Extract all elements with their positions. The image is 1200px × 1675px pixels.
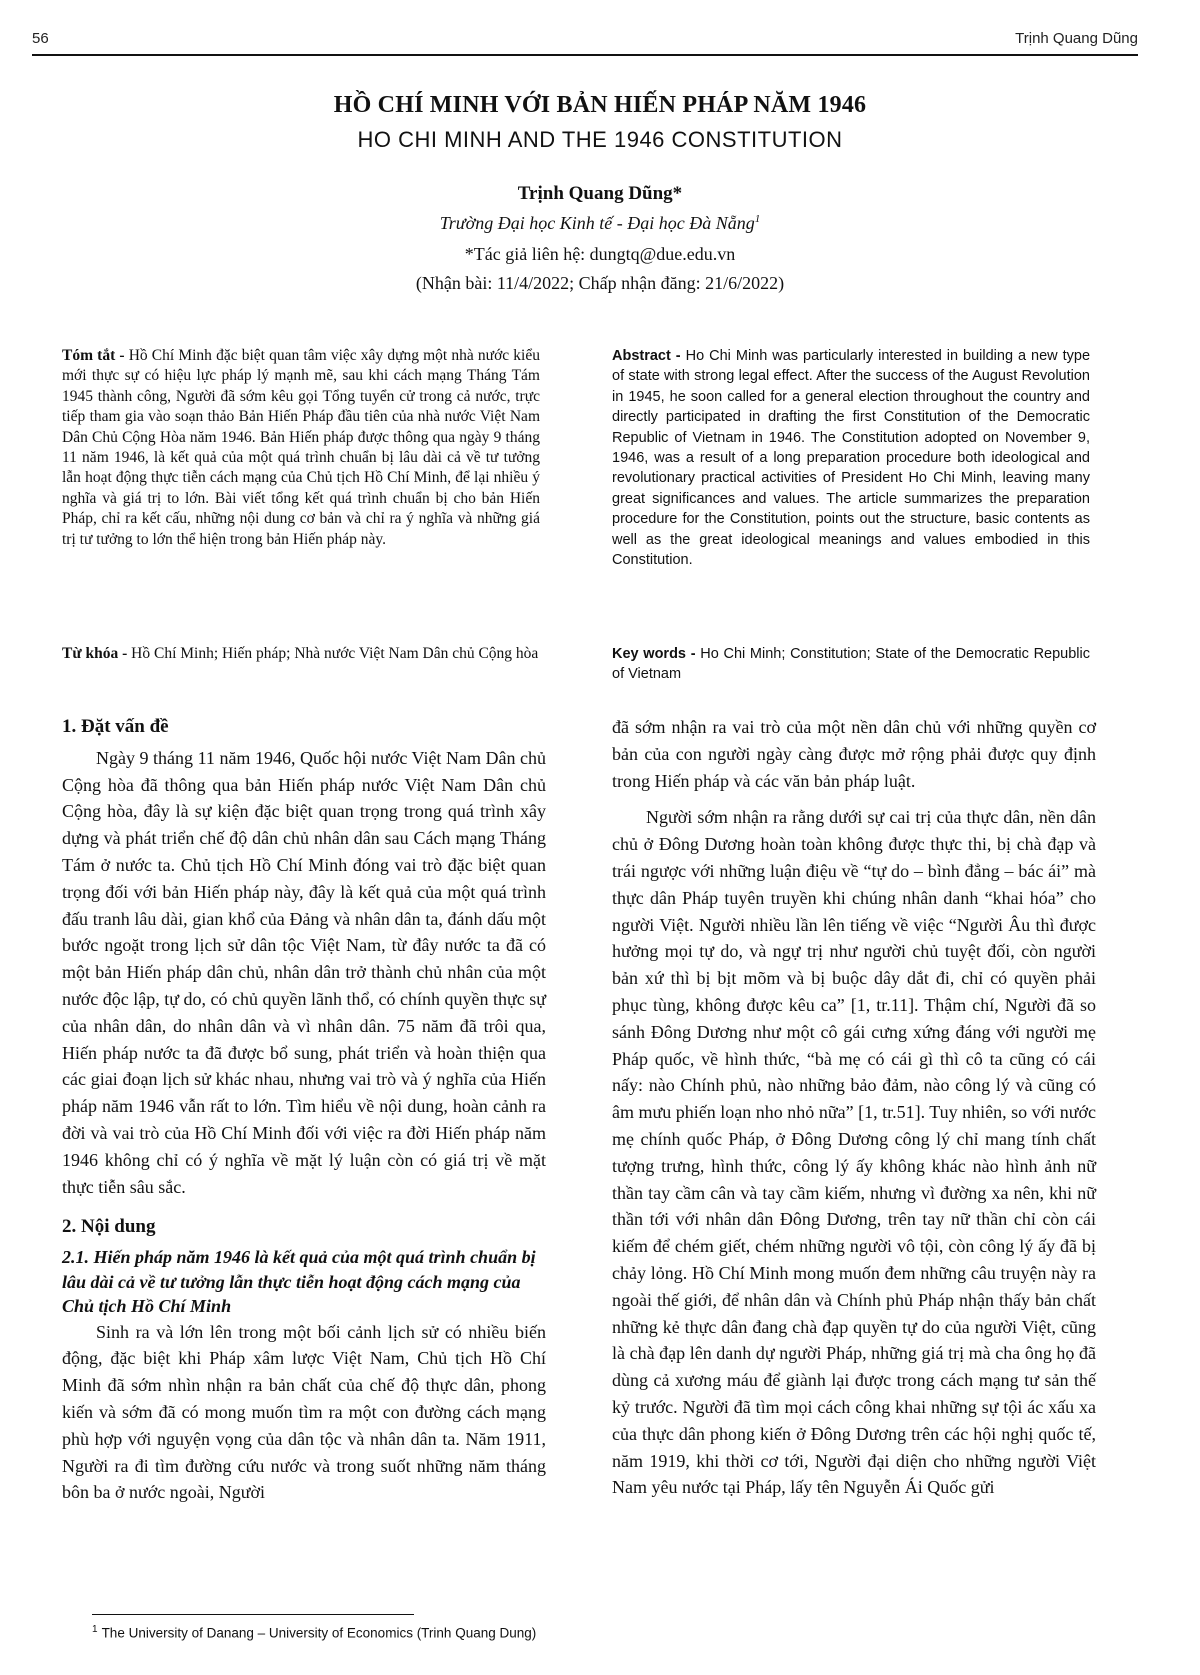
title-block [0,92,1200,294]
keywords-en-text: Ho Chi Minh; Constitution; State of the Democratic Republic of Vietnam [612,646,1091,683]
running-header [32,30,1138,54]
keywords-vi-text: Hồ Chí Minh; Hiến pháp; Nhà nước Việt Nam Dân chủ Cộng hòa [131,645,539,662]
author-name: Trịnh Quang Dũng* [517,183,683,204]
author-contact: *Tác giả liên hệ: dungtq@due.edu.vn [464,244,736,264]
footnote-mark: 1 [92,1624,98,1635]
subsection-heading-2-1: 2.1. Hiến pháp năm 1946 là kết quả của một quá trình chuẩn bị lâu dài cả về tư tưởng lẫn thực tiễn hoạt động cách mạng của Chủ tịch Hồ Chí Minh [62,1247,536,1317]
body-paragraph: đã sớm nhận ra vai trò của một nền dân chủ với những quyền cơ bản của con người ngày càng được mở rộng phải được quy định trong Hiến pháp và các văn bản pháp luật. [612,717,1096,791]
abstract-vi-label: Tóm tắt - [62,347,125,364]
keywords-vietnamese [62,644,540,664]
body-paragraph: Người sớm nhận ra rằng dưới sự cai trị của thực dân, nền dân chủ ở Đông Dương hoàn toàn không được thực thi, bị chà đạp và trái ngược với những luận điệu về “tự do – bình đẳng – bác ái” mà thực dân Pháp tuyên truyền khi chúng nhân danh “khai hóa” cho người Việt. Người nhiều lần lên tiếng về việc “Người Âu thì được hưởng mọi tự do, và ngự trị như người chủ tuyệt đối, còn người bản xứ thì bị bịt mõm và bị buộc dây dắt đi, chỉ có quyền phải phục tùng, không được kêu ca” [1, tr.11]. Thậm chí, Người đã so sánh Đông Dương như một cô gái cưng xứng đáng với người mẹ Pháp quốc, về hình thức, “bà mẹ có cái gì thì cô ta cũng có cái nấy: nào Chính phủ, nào những bảo đảm, nào công lý và cũng có âm mưu phiến loạn nho nhỏ nữa” [1, tr.51]. Tuy nhiên, so với nước mẹ chính quốc Pháp, ở Đông Dương công lý chỉ mang tính chất tượng trưng, hình thức, công lý ấy không khác nào hình ảnh nữ thần tay cầm cân và tay cầm kiếm, nhưng vì đường xa nên, khi nữ thần tới với nhân dân Đông Dương, trên tay nữ thần chỉ còn cái kiếm để chém giết, chém những người vô tội, còn công lý ấy đã bị chảy lỏng. Hồ Chí Minh mong muốn đem những câu truyện này ra ngoài thế giới, để nhân dân và Chính phủ Pháp nhận thấy bản chất những kẻ thực dân đang chà đạp quyền tự do của người Việt, cũng là chà đạp lên danh dự người Pháp, những giá trị mà cha ông họ đã dùng cả xương máu để giành lại được trong cách mạng tư sản thế kỷ trước. Người đã tìm mọi cách công khai những sự tội ác xấu xa của thực dân phong kiến ở Đông Dương trên các hội nghị quốc tế, năm 1919, khi thời cơ tới, Người đại diện cho những người Việt Nam yêu nước tại Pháp, lấy tên Nguyễn Ái Quốc gửi [612,807,1096,1498]
title-english: HO CHI MINH AND THE 1946 CONSTITUTION [357,127,843,152]
author-affiliation [0,213,1200,234]
body-paragraph: Sinh ra và lớn lên trong một bối cảnh lịch sử có nhiều biến động, đặc biệt khi Pháp xâm lược Việt Nam, Chủ tịch Hồ Chí Minh đã sớm nhìn nhận ra bản chất của chế độ thực dân, phong kiến và sớm đã có mong muốn tìm ra một con đường cách mạng phù hợp với nguyện vọng của dân tộc và nhân dân ta. Năm 1911, Người ra đi tìm đường cứu nước và trong suốt những năm tháng bôn ba ở nước ngoài, Người [62,1321,546,1503]
submission-dates: (Nhận bài: 11/4/2022; Chấp nhận đăng: 21/6/2022) [415,273,785,293]
footnote-text: The University of Danang – University of Economics (Trinh Quang Dung) [101,1625,537,1641]
title-vietnamese: HỒ CHÍ MINH VỚI BẢN HIẾN PHÁP NĂM 1946 [333,92,867,118]
abstract-en-label: Abstract - [612,348,681,364]
footnote-rule [92,1614,414,1615]
keywords-english [612,644,1090,685]
abstract-vi-text: Hồ Chí Minh đặc biệt quan tâm việc xây dựng một nhà nước kiểu mới thực sự có hiệu lực pháp lý mạnh mẽ, sau khi cách mạng Tháng Tám 1945 thành công, Người đã sớm kêu gọi Tổng tuyển cử trong cả nước, trực tiếp tham gia vào soạn thảo Bản Hiến Pháp đầu tiên của nhà nước Việt Nam Dân Chủ Cộng Hòa năm 1946. Bản Hiến pháp được thông qua ngày 9 tháng 11 năm 1946, là kết quả của một quá trình chuẩn bị lâu dài cả về tư tưởng lẫn hoạt động thực tiễn cách mạng của Chủ tịch Hồ Chí Minh, để lại nhiều ý nghĩa và giá trị to lớn. Bài viết tổng kết quá trình chuẩn bị cho bản Hiến Pháp, chỉ ra kết cấu, những nội dung cơ bản và chỉ ra ý nghĩa và những giá trị tư tưởng to lớn thể hiện trong bản Hiến pháp này. [62,347,540,548]
section-heading-2: 2. Nội dung [62,1216,156,1238]
body-paragraph: Ngày 9 tháng 11 năm 1946, Quốc hội nước Việt Nam Dân chủ Cộng hòa đã thông qua bản Hiến pháp nước Việt Nam Dân chủ Cộng hòa, đây là sự kiện đặc biệt quan trọng trong quá trình xây dựng và phát triển chế độ dân chủ nhân dân sau Cách mạng Tháng Tám ở nước ta. Chủ tịch Hồ Chí Minh đóng vai trò đặc biệt quan trọng đối với bản Hiến pháp này, đây là kết quả của một quá trình đấu tranh lâu dài, gian khổ của Đảng và nhân dân ta, đánh dấu một bước ngoặt trong lịch sử dân tộc Việt Nam, từ đây nước ta đã có một bản Hiến pháp dân chủ, nhân dân trở thành chủ nhân của một nước độc lập, tự do, có chủ quyền lãnh thổ, có chính quyền thực sự của nhân dân, do nhân dân và vì nhân dân. 75 năm đã trôi qua, Hiến pháp nước ta đã được bổ sung, phát triển và hoàn thiện qua các giai đoạn lịch sử khác nhau, nhưng vai trò và ý nghĩa của Hiến pháp năm 1946 vẫn rất to lớn. Tìm hiểu về nội dung, hoàn cảnh ra đời và vai trò của Hồ Chí Minh đối với việc ra đời Hiến pháp năm 1946 không chỉ có ý nghĩa về mặt lý luận còn có giá trị về mặt thực tiễn sâu sắc. [62,747,546,1197]
abstract-en-text: Ho Chi Minh was particularly interested in building a new type of state with strong legal effect. After the success of the August Revolution in 1945, he soon called for a general election throughout the country and directly participated in drafting the first Constitution of the Democratic Republic of Vietnam in 1946. The Constitution adopted on November 9, 1946, was a result of a long preparation procedure both ideological and revolutionary practical activities of President Ho Chi Minh, leaving many great significances and values. The article summarizes the preparation procedure for the Constitution, points out the structure, basic contents as well as the great ideological meanings and values embodied in this Constitution. [612,348,1091,569]
abstract-vietnamese [62,346,540,550]
keywords-vi-label: Từ khóa - [62,645,128,662]
page-number: 56 [32,30,49,47]
body-column-right [612,714,1096,1501]
footnote [92,1624,992,1641]
affiliation-footnote-mark: 1 [754,213,761,225]
abstract-english [612,346,1090,570]
header-rule [32,54,1138,56]
body-column-left [62,714,546,1506]
section-heading-1: 1. Đặt vấn đề [62,716,169,737]
affiliation-text: Trường Đại học Kinh tế - Đại học Đà Nẵng [439,213,755,233]
keywords-en-label: Key words - [612,646,696,662]
running-author: Trịnh Quang Dũng [1015,30,1138,47]
